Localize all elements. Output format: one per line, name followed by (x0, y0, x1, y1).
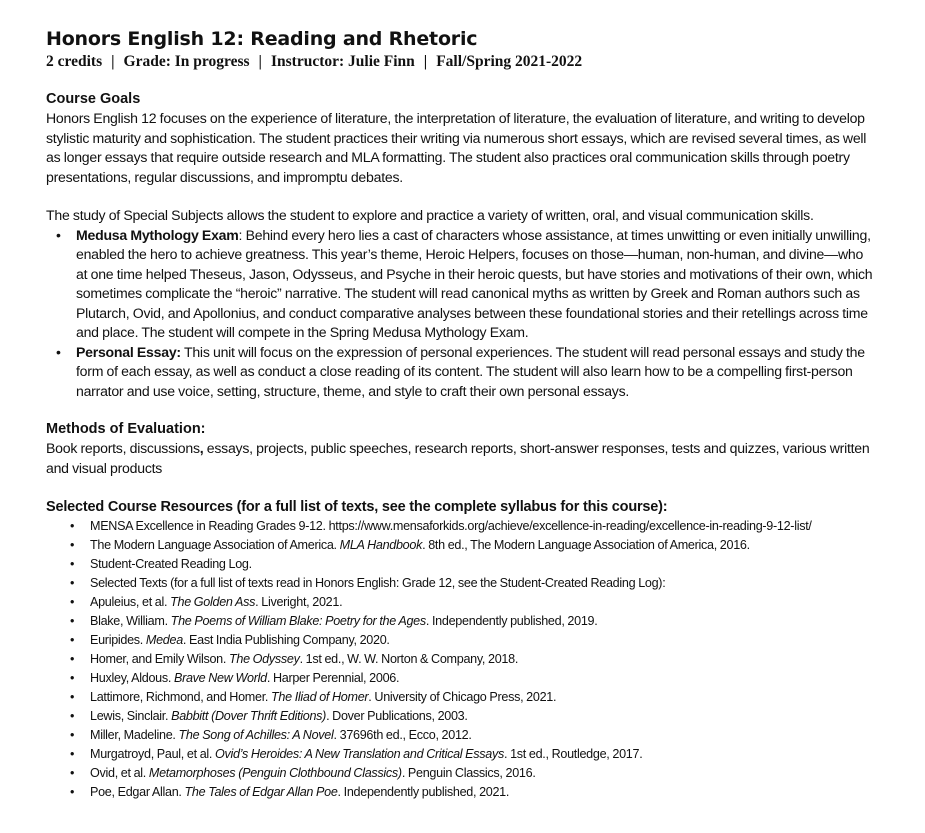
resource-text: Euripides. (90, 633, 146, 647)
resource-title: The Iliad of Homer (271, 690, 369, 704)
resource-title: The Poems of William Blake: Poetry for the Ages (170, 614, 426, 628)
resource-title: The Golden Ass (170, 595, 256, 609)
resource-item (70, 707, 876, 726)
resource-text: . Penguin Classics, 2016. (401, 766, 536, 780)
resource-title: The Tales of Edgar Allan Poe (184, 785, 338, 799)
resource-text: Murgatroyd, Paul, et al. (90, 747, 215, 761)
resource-title: The Odyssey (228, 652, 300, 666)
bullet: • (70, 538, 75, 552)
special-item-label: Personal Essay: (76, 343, 181, 360)
bullet: • (70, 690, 75, 704)
resource-text: The Modern Language Association of America. (90, 538, 340, 552)
resource-text: Apuleius, et al. (90, 595, 171, 609)
special-item-medusa (56, 226, 876, 343)
resource-item (70, 517, 876, 536)
bullet: • (70, 652, 75, 666)
resource-text: . Harper Perennial, 2006. (266, 671, 400, 685)
resource-text: . Liveright, 2021. (255, 595, 343, 609)
resource-item (70, 593, 876, 612)
bullet: • (70, 614, 75, 628)
resource-text: Poe, Edgar Allan. (90, 785, 185, 799)
bullet: • (70, 557, 75, 571)
resource-text: MENSA Excellence in Reading Grades 9-12. https://www.mensaforkids.org/achieve/excellence-in-reading/excellence-in-reading-9-12-list/ (90, 519, 812, 533)
resource-text: . Independently published, 2021. (337, 785, 510, 799)
resource-text: . University of Chicago Press, 2021. (368, 690, 557, 704)
resources-list (46, 517, 876, 802)
evaluation-heading: Methods of Evaluation: (46, 421, 206, 437)
bullet: • (56, 226, 61, 243)
special-intro: The study of Special Subjects allows the student to explore and practice a variety of written, oral, and visual communication skills. (46, 207, 814, 223)
meta-separator: | (111, 53, 115, 70)
resource-title: Babbitt (Dover Thrift Editions) (171, 709, 327, 723)
resource-text: . 8th ed., The Modern Language Association of America, 2016. (422, 538, 750, 552)
resource-text: Lattimore, Richmond, and Homer. (90, 690, 271, 704)
bullet: • (70, 519, 75, 533)
resources-heading: Selected Course Resources (for a full list of texts, see the complete syllabus for this course): (46, 499, 668, 515)
meta-separator: | (423, 53, 428, 70)
bullet: • (70, 709, 75, 723)
resource-item (70, 536, 876, 555)
evaluation-text-part: Book reports, discussions (46, 440, 200, 456)
resource-text: . 1st ed., W. W. Norton & Company, 2018. (299, 652, 519, 666)
bullet: • (70, 747, 75, 761)
goals-heading: Course Goals (46, 91, 141, 107)
resource-item (70, 631, 876, 650)
resource-item (70, 726, 876, 745)
grade: Grade: In progress (123, 53, 250, 70)
resource-item (70, 764, 876, 783)
resource-text: Blake, William. (90, 614, 171, 628)
resource-title: MLA Handbook (339, 538, 423, 552)
bullet: • (70, 766, 75, 780)
resource-text: . East India Publishing Company, 2020. (182, 633, 390, 647)
bullet: • (70, 595, 75, 609)
resource-item (70, 574, 876, 593)
resource-item (70, 745, 876, 764)
resource-title: Metamorphoses (Penguin Clothbound Classics) (148, 766, 402, 780)
bullet: • (70, 633, 75, 647)
resource-text: Lewis, Sinclair. (90, 709, 172, 723)
course-meta (46, 52, 876, 71)
resource-title: Brave New World (173, 671, 267, 685)
evaluation-comma: , (199, 440, 204, 456)
resource-text: . 1st ed., Routledge, 2017. (503, 747, 643, 761)
term: Fall/Spring 2021-2022 (436, 53, 583, 70)
special-item-text: Behind every hero lies a cast of characters whose assistance, at times unwitting or even initially unwilling, enabled the hero to achieve greatness. This year’s theme, Heroic Helpers, focuses on those—human, non-human, and divine—who at one time helped Theseus, Jason, Odysseus, and Psyche in their heroic quests, but have stories and motivations of their own, which sometimes complicate the “heroic” narrative. The student will read canonical myths as written by Greek and Roman authors such as Plutarch, Ovid, and Apollonius, and conduct comparative analyses between these foundational stories and their retellings across time and place. The student will compete in the Spring Medusa Mythology Exam. (76, 226, 873, 340)
resource-text: Miller, Madeline. (90, 728, 179, 742)
resource-text: Selected Texts (for a full list of texts read in Honors English: Grade 12, see the Student-Created Reading Log): (90, 576, 666, 590)
resource-title: The Song of Achilles: A Novel (178, 728, 334, 742)
resource-text: Ovid, et al. (90, 766, 149, 780)
bullet: • (70, 728, 75, 742)
resource-item (70, 650, 876, 669)
document-page (46, 27, 876, 802)
resource-item (70, 555, 876, 574)
resource-text: . Dover Publications, 2003. (326, 709, 468, 723)
special-subjects-list (46, 226, 876, 402)
resource-item (70, 669, 876, 688)
resource-title: Medea (145, 633, 183, 647)
evaluation-text (46, 439, 876, 478)
bullet: • (70, 576, 75, 590)
bullet: • (56, 343, 61, 360)
resource-item (70, 612, 876, 631)
resource-item (70, 783, 876, 802)
special-item-personal-essay (56, 343, 876, 402)
special-item-text: This unit will focus on the expression of personal experiences. The student will read personal essays and study the form of each essay, as well as conduct a close reading of its content. The student will also learn how to be a compelling first-person narrator and use voice, setting, structure, theme, and style to craft their own personal essays. (76, 343, 865, 399)
special-item-label: Medusa Mythology Exam (76, 226, 239, 243)
goals-text: Honors English 12 focuses on the experience of literature, the interpretation of literature, the evaluation of literature, and writing to develop stylistic maturity and sophistication. The student practices their writing via numerous short essays, which are revised several times, as well as longer essays that require outside research and MLA formatting. The student also practices oral communication skills through poetry presentations, regular discussions, and impromptu debates. (46, 110, 867, 185)
resource-text: Student-Created Reading Log. (90, 557, 252, 571)
resource-text: Huxley, Aldous. (90, 671, 174, 685)
course-title: Honors English 12: Reading and Rhetoric (46, 28, 478, 50)
bullet: • (70, 671, 75, 685)
evaluation-text-part: essays, projects, public speeches, research reports, short-answer responses, tests and quizzes, various written and visual products (46, 440, 870, 476)
resource-text: Homer, and Emily Wilson. (90, 652, 229, 666)
resource-text: . Independently published, 2019. (425, 614, 598, 628)
resource-text: . 37696th ed., Ecco, 2012. (333, 728, 472, 742)
resource-item (70, 688, 876, 707)
meta-separator: | (258, 53, 262, 70)
instructor: Instructor: Julie Finn (270, 53, 415, 70)
bullet: • (70, 785, 75, 799)
credits: 2 credits (46, 53, 103, 70)
label-separator: : (238, 226, 246, 243)
resource-title: Ovid’s Heroides: A New Translation and Critical Essays (215, 747, 504, 761)
